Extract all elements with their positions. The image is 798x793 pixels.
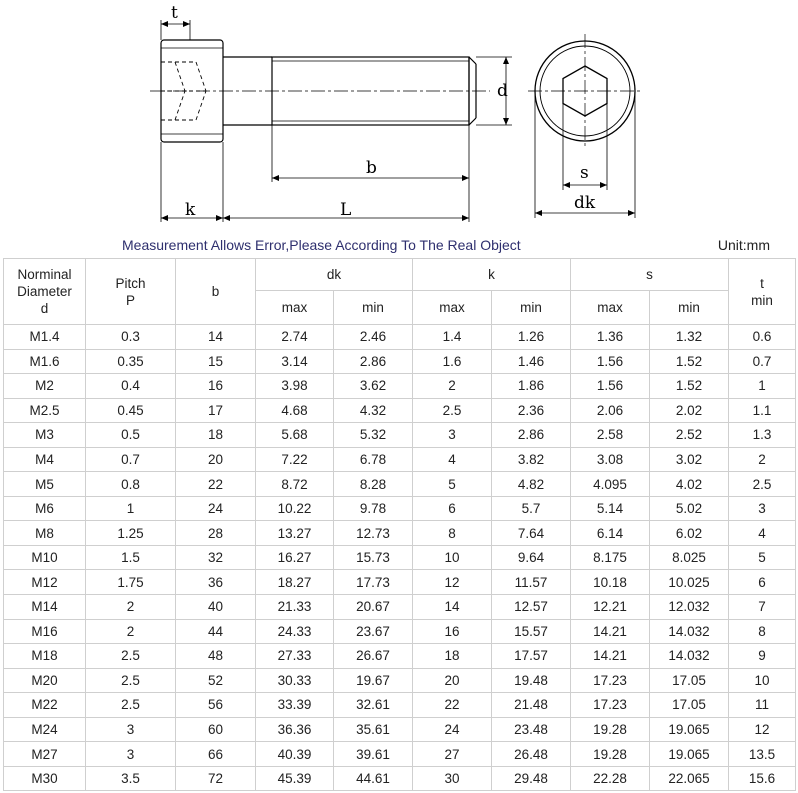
table-cell: 6.02 bbox=[650, 521, 729, 546]
table-cell: 32.61 bbox=[334, 693, 413, 718]
table-cell: 1.5 bbox=[86, 545, 176, 570]
table-cell: 22.065 bbox=[650, 766, 729, 791]
table-cell: M2 bbox=[4, 374, 86, 399]
table-cell: 13.5 bbox=[729, 742, 796, 767]
table-cell: 9.78 bbox=[334, 496, 413, 521]
table-cell: 0.35 bbox=[86, 349, 176, 374]
table-cell: 6.14 bbox=[571, 521, 650, 546]
header-dk-min: min bbox=[334, 291, 413, 325]
header-nominal-diameter: Norminal Diameter d bbox=[4, 259, 86, 325]
table-cell: 0.8 bbox=[86, 472, 176, 497]
table-cell: 3.98 bbox=[256, 374, 334, 399]
table-cell: 5 bbox=[413, 472, 492, 497]
table-cell: 14.032 bbox=[650, 619, 729, 644]
table-cell: 1.52 bbox=[650, 349, 729, 374]
table-cell: 52 bbox=[176, 668, 256, 693]
header-pitch: Pitch P bbox=[86, 259, 176, 325]
table-cell: 5 bbox=[729, 545, 796, 570]
table-row bbox=[4, 570, 796, 595]
table-cell: 32 bbox=[176, 545, 256, 570]
table-row bbox=[4, 447, 796, 472]
table-cell: 40.39 bbox=[256, 742, 334, 767]
table-cell: 17.23 bbox=[571, 668, 650, 693]
measurement-note: Measurement Allows Error,Please According To The Real Object bbox=[122, 237, 521, 253]
table-row bbox=[4, 742, 796, 767]
table-cell: 14.032 bbox=[650, 644, 729, 669]
table-cell: 14 bbox=[176, 325, 256, 350]
table-row bbox=[4, 766, 796, 791]
table-cell: 5.32 bbox=[334, 423, 413, 448]
table-cell: 0.7 bbox=[729, 349, 796, 374]
table-row bbox=[4, 374, 796, 399]
table-cell: 2.86 bbox=[334, 349, 413, 374]
table-cell: 30 bbox=[413, 766, 492, 791]
table-cell: 20.67 bbox=[334, 595, 413, 620]
table-cell: 1.75 bbox=[86, 570, 176, 595]
table-cell: 12 bbox=[729, 717, 796, 742]
table-cell: M12 bbox=[4, 570, 86, 595]
table-cell: 29.48 bbox=[492, 766, 571, 791]
table-cell: M6 bbox=[4, 496, 86, 521]
table-cell: 9 bbox=[729, 644, 796, 669]
table-cell: 48 bbox=[176, 644, 256, 669]
table-cell: 33.39 bbox=[256, 693, 334, 718]
table-cell: 24.33 bbox=[256, 619, 334, 644]
table-cell: 2 bbox=[729, 447, 796, 472]
table-row bbox=[4, 619, 796, 644]
table-cell: 56 bbox=[176, 693, 256, 718]
table-cell: 14 bbox=[413, 595, 492, 620]
label-k: k bbox=[185, 200, 196, 220]
table-cell: 4.02 bbox=[650, 472, 729, 497]
table-cell: 20 bbox=[413, 668, 492, 693]
table-cell: 4.82 bbox=[492, 472, 571, 497]
table-cell: 19.065 bbox=[650, 717, 729, 742]
table-cell: 3 bbox=[86, 717, 176, 742]
table-cell: 2 bbox=[413, 374, 492, 399]
table-cell: 60 bbox=[176, 717, 256, 742]
table-cell: 15.57 bbox=[492, 619, 571, 644]
table-cell: 16.27 bbox=[256, 545, 334, 570]
table-cell: M5 bbox=[4, 472, 86, 497]
header-dk: dk bbox=[256, 259, 413, 291]
table-cell: 1.46 bbox=[492, 349, 571, 374]
table-cell: 20 bbox=[176, 447, 256, 472]
unit-label: Unit:mm bbox=[717, 237, 770, 253]
table-cell: 19.67 bbox=[334, 668, 413, 693]
table-cell: 4.68 bbox=[256, 398, 334, 423]
table-cell: 4.095 bbox=[571, 472, 650, 497]
table-cell: 10.22 bbox=[256, 496, 334, 521]
table-row bbox=[4, 496, 796, 521]
table-cell: 36.36 bbox=[256, 717, 334, 742]
table-cell: 16 bbox=[413, 619, 492, 644]
table-cell: 7 bbox=[729, 595, 796, 620]
table-cell: 3 bbox=[729, 496, 796, 521]
table-cell: 7.64 bbox=[492, 521, 571, 546]
table-cell: 72 bbox=[176, 766, 256, 791]
table-cell: M20 bbox=[4, 668, 86, 693]
table-cell: 4 bbox=[729, 521, 796, 546]
table-cell: 2.58 bbox=[571, 423, 650, 448]
table-cell: 0.6 bbox=[729, 325, 796, 350]
table-cell: 22 bbox=[413, 693, 492, 718]
table-cell: 2 bbox=[86, 595, 176, 620]
table-cell: 15.6 bbox=[729, 766, 796, 791]
table-row bbox=[4, 349, 796, 374]
header-k-min: min bbox=[492, 291, 571, 325]
table-cell: 27 bbox=[413, 742, 492, 767]
table-cell: 18 bbox=[176, 423, 256, 448]
table-row bbox=[4, 472, 796, 497]
table-row bbox=[4, 717, 796, 742]
table-cell: 3.08 bbox=[571, 447, 650, 472]
table-cell: 10.025 bbox=[650, 570, 729, 595]
table-cell: 2.46 bbox=[334, 325, 413, 350]
table-cell: 66 bbox=[176, 742, 256, 767]
table-cell: 1.86 bbox=[492, 374, 571, 399]
table-row bbox=[4, 644, 796, 669]
table-cell: M1.6 bbox=[4, 349, 86, 374]
table-cell: 2.86 bbox=[492, 423, 571, 448]
table-cell: 7.22 bbox=[256, 447, 334, 472]
table-row bbox=[4, 668, 796, 693]
table-cell: 17 bbox=[176, 398, 256, 423]
table-cell: 3.82 bbox=[492, 447, 571, 472]
table-cell: 2.5 bbox=[86, 693, 176, 718]
table-cell: 6 bbox=[729, 570, 796, 595]
table-cell: 19.48 bbox=[492, 668, 571, 693]
table-cell: 1.56 bbox=[571, 374, 650, 399]
table-cell: 10.18 bbox=[571, 570, 650, 595]
table-cell: 12.032 bbox=[650, 595, 729, 620]
table-cell: 2 bbox=[86, 619, 176, 644]
table-cell: 1 bbox=[86, 496, 176, 521]
table-cell: 1.3 bbox=[729, 423, 796, 448]
table-row bbox=[4, 545, 796, 570]
header-t-min: t min bbox=[729, 259, 796, 325]
table-cell: 15 bbox=[176, 349, 256, 374]
table-cell: 12.21 bbox=[571, 595, 650, 620]
table-cell: 2.5 bbox=[729, 472, 796, 497]
table-cell: 11 bbox=[729, 693, 796, 718]
table-cell: M24 bbox=[4, 717, 86, 742]
header-k-max: max bbox=[413, 291, 492, 325]
table-cell: M14 bbox=[4, 595, 86, 620]
table-cell: 12.73 bbox=[334, 521, 413, 546]
table-cell: 0.3 bbox=[86, 325, 176, 350]
table-cell: M18 bbox=[4, 644, 86, 669]
table-cell: 14.21 bbox=[571, 619, 650, 644]
table-cell: 5.14 bbox=[571, 496, 650, 521]
table-cell: 2.5 bbox=[413, 398, 492, 423]
table-cell: 19.28 bbox=[571, 742, 650, 767]
table-cell: 17.05 bbox=[650, 693, 729, 718]
table-cell: M10 bbox=[4, 545, 86, 570]
table-cell: M8 bbox=[4, 521, 86, 546]
table-cell: 18 bbox=[413, 644, 492, 669]
table-cell: 12.57 bbox=[492, 595, 571, 620]
table-cell: 19.28 bbox=[571, 717, 650, 742]
dimension-table bbox=[3, 258, 796, 791]
table-cell: 14.21 bbox=[571, 644, 650, 669]
table-cell: M30 bbox=[4, 766, 86, 791]
table-cell: 1.26 bbox=[492, 325, 571, 350]
table-cell: 44 bbox=[176, 619, 256, 644]
table-cell: 0.5 bbox=[86, 423, 176, 448]
table-cell: 9.64 bbox=[492, 545, 571, 570]
table-cell: 5.02 bbox=[650, 496, 729, 521]
table-row bbox=[4, 325, 796, 350]
table-cell: 3.02 bbox=[650, 447, 729, 472]
screw-technical-drawing bbox=[0, 0, 798, 232]
table-cell: 26.48 bbox=[492, 742, 571, 767]
table-cell: 1.36 bbox=[571, 325, 650, 350]
table-cell: 45.39 bbox=[256, 766, 334, 791]
label-t: t bbox=[171, 3, 178, 23]
table-cell: 8 bbox=[729, 619, 796, 644]
table-cell: 1.1 bbox=[729, 398, 796, 423]
table-cell: 0.4 bbox=[86, 374, 176, 399]
table-cell: 10 bbox=[413, 545, 492, 570]
table-cell: 22 bbox=[176, 472, 256, 497]
table-cell: M1.4 bbox=[4, 325, 86, 350]
table-cell: 4 bbox=[413, 447, 492, 472]
table-cell: 0.7 bbox=[86, 447, 176, 472]
table-cell: 1.52 bbox=[650, 374, 729, 399]
table-body bbox=[4, 325, 796, 791]
table-row bbox=[4, 398, 796, 423]
table-cell: 4.32 bbox=[334, 398, 413, 423]
header-s: s bbox=[571, 259, 729, 291]
header-dk-max: max bbox=[256, 291, 334, 325]
table-cell: 1.6 bbox=[413, 349, 492, 374]
table-cell: 1.25 bbox=[86, 521, 176, 546]
table-cell: 6.78 bbox=[334, 447, 413, 472]
header-k: k bbox=[413, 259, 571, 291]
table-cell: 2.06 bbox=[571, 398, 650, 423]
table-cell: 24 bbox=[176, 496, 256, 521]
table-cell: 1.4 bbox=[413, 325, 492, 350]
label-dk: dk bbox=[574, 193, 596, 213]
table-row bbox=[4, 693, 796, 718]
table-cell: 0.45 bbox=[86, 398, 176, 423]
table-cell: M27 bbox=[4, 742, 86, 767]
table-cell: 1.32 bbox=[650, 325, 729, 350]
label-s: s bbox=[580, 163, 589, 183]
header-b: b bbox=[176, 259, 256, 325]
header-s-max: max bbox=[571, 291, 650, 325]
table-cell: 24 bbox=[413, 717, 492, 742]
table-cell: M22 bbox=[4, 693, 86, 718]
table-cell: 17.05 bbox=[650, 668, 729, 693]
table-cell: 2.74 bbox=[256, 325, 334, 350]
table-cell: 8.72 bbox=[256, 472, 334, 497]
table-row bbox=[4, 521, 796, 546]
caption-bar bbox=[0, 232, 798, 258]
table-cell: M4 bbox=[4, 447, 86, 472]
table-cell: M16 bbox=[4, 619, 86, 644]
table-cell: 10 bbox=[729, 668, 796, 693]
table-cell: 2.52 bbox=[650, 423, 729, 448]
table-cell: 16 bbox=[176, 374, 256, 399]
table-cell: 21.33 bbox=[256, 595, 334, 620]
table-cell: 5.7 bbox=[492, 496, 571, 521]
table-cell: 18.27 bbox=[256, 570, 334, 595]
table-cell: 8 bbox=[413, 521, 492, 546]
table-cell: 8.025 bbox=[650, 545, 729, 570]
table-cell: 1 bbox=[729, 374, 796, 399]
table-cell: 8.175 bbox=[571, 545, 650, 570]
table-cell: 13.27 bbox=[256, 521, 334, 546]
table-cell: 22.28 bbox=[571, 766, 650, 791]
header-s-min: min bbox=[650, 291, 729, 325]
table-cell: 35.61 bbox=[334, 717, 413, 742]
table-cell: 27.33 bbox=[256, 644, 334, 669]
table-cell: 23.48 bbox=[492, 717, 571, 742]
table-cell: 39.61 bbox=[334, 742, 413, 767]
table-cell: 17.73 bbox=[334, 570, 413, 595]
table-cell: 3 bbox=[413, 423, 492, 448]
table-cell: 40 bbox=[176, 595, 256, 620]
table-row bbox=[4, 595, 796, 620]
label-b: b bbox=[366, 158, 377, 178]
table-cell: 12 bbox=[413, 570, 492, 595]
table-cell: 28 bbox=[176, 521, 256, 546]
table-cell: M3 bbox=[4, 423, 86, 448]
table-cell: 15.73 bbox=[334, 545, 413, 570]
table-cell: 19.065 bbox=[650, 742, 729, 767]
table-cell: 3.62 bbox=[334, 374, 413, 399]
table-cell: 11.57 bbox=[492, 570, 571, 595]
table-cell: 2.02 bbox=[650, 398, 729, 423]
table-cell: 23.67 bbox=[334, 619, 413, 644]
table-cell: 3 bbox=[86, 742, 176, 767]
table-cell: 30.33 bbox=[256, 668, 334, 693]
table-cell: 36 bbox=[176, 570, 256, 595]
label-d: d bbox=[497, 81, 508, 101]
table-cell: 2.5 bbox=[86, 668, 176, 693]
table-cell: 21.48 bbox=[492, 693, 571, 718]
header-row-1 bbox=[4, 259, 796, 291]
table-cell: 2.5 bbox=[86, 644, 176, 669]
table-cell: 26.67 bbox=[334, 644, 413, 669]
table-cell: 6 bbox=[413, 496, 492, 521]
table-cell: 17.23 bbox=[571, 693, 650, 718]
table-cell: 2.36 bbox=[492, 398, 571, 423]
table-cell: M2.5 bbox=[4, 398, 86, 423]
table-cell: 44.61 bbox=[334, 766, 413, 791]
table-cell: 8.28 bbox=[334, 472, 413, 497]
label-L: L bbox=[340, 200, 352, 220]
table-cell: 17.57 bbox=[492, 644, 571, 669]
table-cell: 3.5 bbox=[86, 766, 176, 791]
table-cell: 3.14 bbox=[256, 349, 334, 374]
table-cell: 5.68 bbox=[256, 423, 334, 448]
table-row bbox=[4, 423, 796, 448]
table-cell: 1.56 bbox=[571, 349, 650, 374]
